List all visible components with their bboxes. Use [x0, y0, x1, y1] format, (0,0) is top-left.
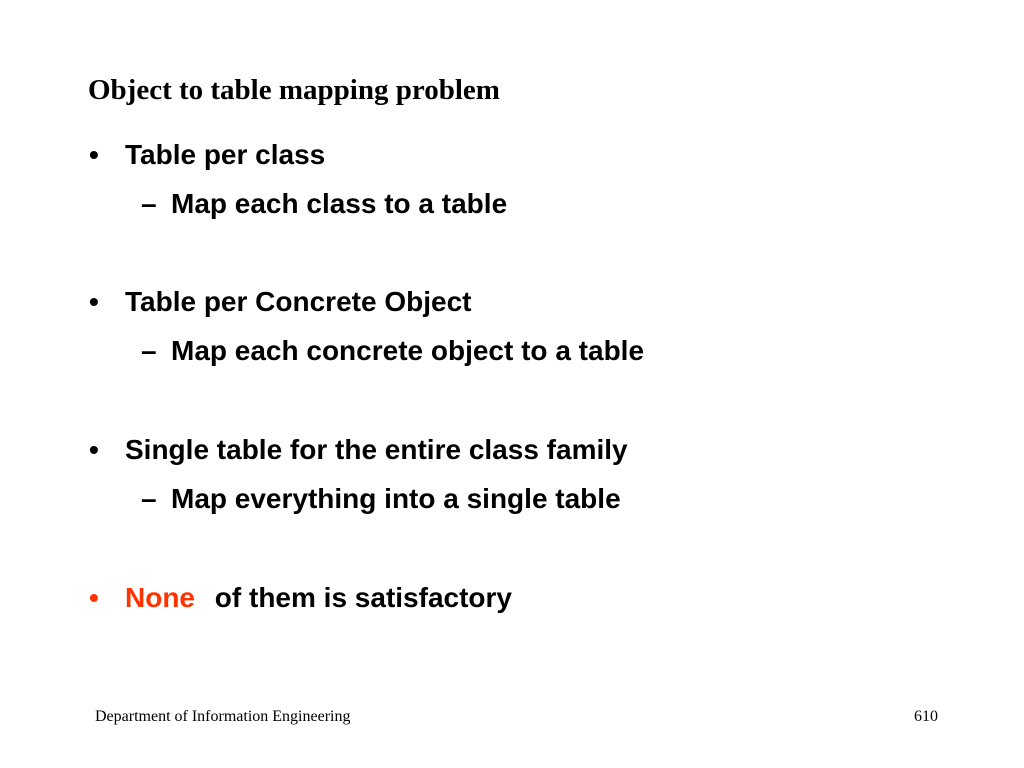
dash-marker: – — [141, 335, 157, 366]
page-number: 610 — [914, 708, 938, 725]
sub-bullet-text: Map each class to a table — [171, 188, 508, 219]
bullet-text: Table per class — [125, 139, 326, 170]
bullet-text: of them is satisfactory — [214, 582, 512, 613]
bullet-item — [89, 580, 512, 616]
bullet-item — [89, 432, 628, 468]
bullet-text: Single table for the entire class family — [125, 434, 628, 465]
bullet-item — [89, 137, 326, 173]
bullet-marker: • — [89, 582, 99, 613]
sub-bullet-item — [141, 186, 508, 222]
sub-bullet-text: Map everything into a single table — [171, 483, 621, 514]
bullet-marker: • — [89, 139, 99, 170]
highlight-text: None — [125, 582, 195, 613]
sub-bullet-text: Map each concrete object to a table — [171, 335, 645, 366]
sub-bullet-item — [141, 333, 645, 369]
dash-marker: – — [141, 188, 157, 219]
slide-title: Object to table mapping problem — [88, 74, 500, 106]
bullet-item — [89, 284, 472, 320]
bullet-marker: • — [89, 286, 99, 317]
sub-bullet-item — [141, 481, 621, 517]
bullet-marker: • — [89, 434, 99, 465]
dash-marker: – — [141, 483, 157, 514]
footer-department: Department of Information Engineering — [95, 708, 351, 725]
bullet-text: Table per Concrete Object — [125, 286, 472, 317]
